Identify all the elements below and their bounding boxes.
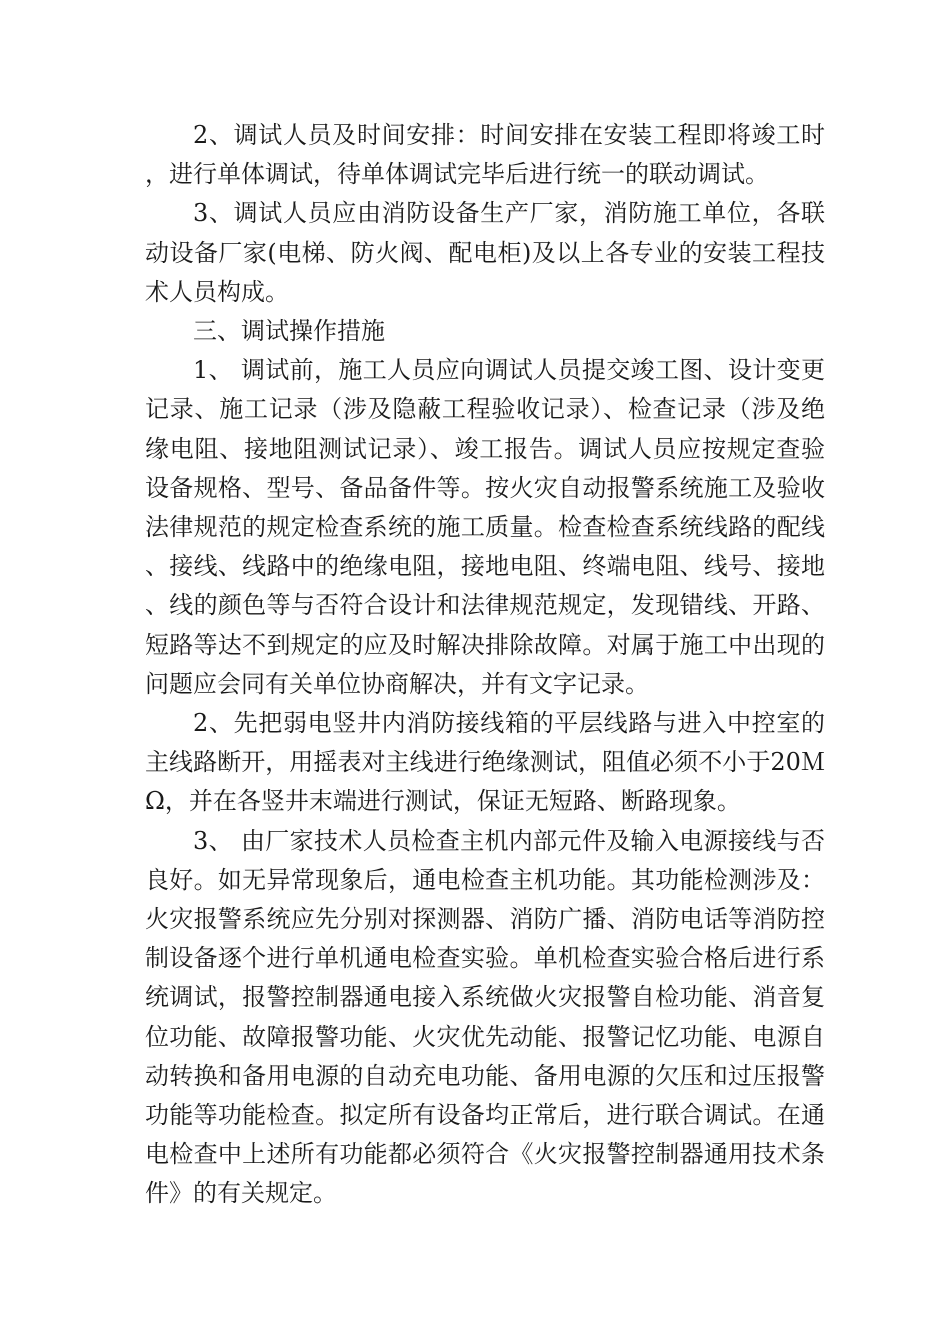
document-body [145,116,825,1214]
paragraph-pre-debug-inspection: 1、 调试前，施工人员应向调试人员提交竣工图、设计变更记录、施工记录（涉及隐蔽工程验收记录）、检查记录（涉及绝缘电阻、接地阻测试记录）、竣工报告。调试人员应按规定查验设备规格、型号、备品备件等。按火灾自动报警系统施工及验收法律规范的规定检查系统的施工质量。检查检查系统线路的配线、接线、线路中的绝缘电阻，接地电阻、终端电阻、线号、接地、线的颜色等与否符合设计和法律规范规定，发现错线、开路、短路等达不到规定的应及时解决排除故障。对属于施工中出现的问题应会同有关单位协商解决，并有文字记录。 [145,356,825,698]
paragraph-debug-staff-composition: 3、调试人员应由消防设备生产厂家，消防施工单位，各联动设备厂家(电梯、防火阀、配电柜)及以上各专业的安装工程技术人员构成。 [145,199,825,306]
paragraph-host-function-check: 3、 由厂家技术人员检查主机内部元件及输入电源接线与否良好。如无异常现象后，通电检查主机功能。其功能检测涉及：火灾报警系统应先分别对探测器、消防广播、消防电话等消防控制设备逐个进行单机通电检查实验。单机检查实验合格后进行系统调试，报警控制器通电接入系统做火灾报警自检功能、消音复位功能、故障报警功能、火灾优先动能、报警记忆功能、电源自动转换和备用电源的自动充电功能、备用电源的欠压和过压报警功能等功能检查。拟定所有设备均正常后，进行联合调试。在通电检查中上述所有功能都必须符合《火灾报警控制器通用技术条件》的有关规定。 [145,826,825,1208]
paragraph-debug-staff-schedule: 2、调试人员及时间安排：时间安排在安装工程即将竣工时，进行单体调试，待单体调试完毕后进行统一的联动调试。 [145,121,825,189]
section-heading-debug-measures: 三、调试操作措施 [193,317,385,346]
paragraph-insulation-test: 2、先把弱电竖井内消防接线箱的平层线路与进入中控室的主线路断开，用摇表对主线进行绝缘测试，阻值必须不小于20ＭΩ，并在各竖井末端进行测试，保证无短路、断路现象。 [145,709,825,816]
